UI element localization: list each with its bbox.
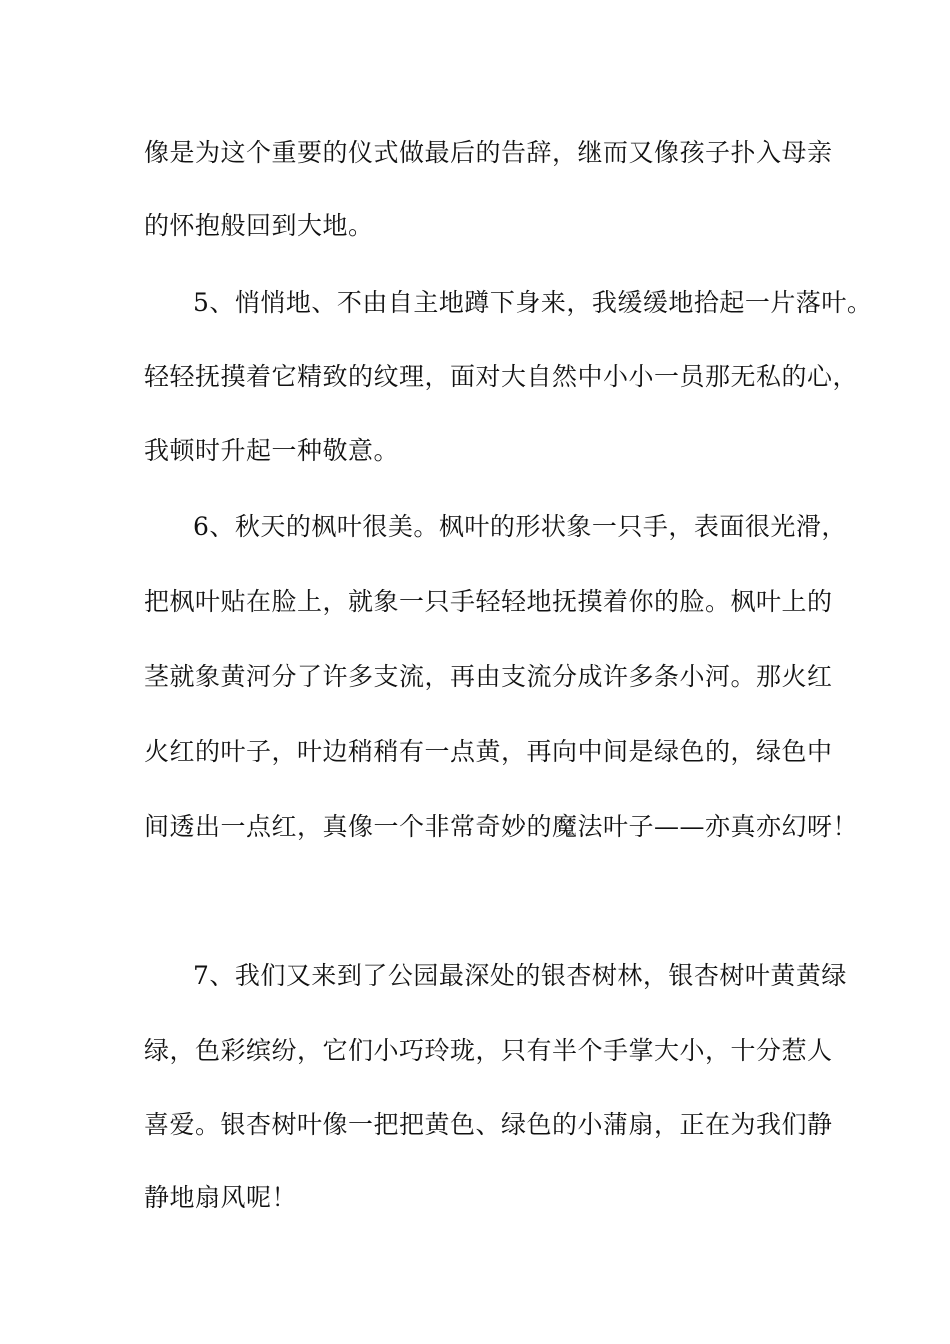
text-line: 喜爱。银杏树叶像一把把黄色、绿色的小蒲扇，正在为我们静 [144,1110,833,1139]
text-line: 把枫叶贴在脸上，就象一只手轻轻地抚摸着你的脸。枫叶上的 [144,587,833,616]
text-line: 绿，色彩缤纷，它们小巧玲珑，只有半个手掌大小，十分惹人 [144,1036,833,1065]
text-line: 的怀抱般回到大地。 [144,211,374,240]
text-line: 我顿时升起一种敬意。 [144,436,400,465]
text-line: 茎就象黄河分了许多支流，再由支流分成许多条小河。那火红 [144,662,833,691]
text-line: 火红的叶子，叶边稍稍有一点黄，再向中间是绿色的，绿色中 [144,737,833,766]
text-line: 像是为这个重要的仪式做最后的告辞，继而又像孩子扑入母亲 [144,138,833,167]
paragraph-5-start: 5、悄悄地、不由自主地蹲下身来，我缓缓地拾起一片落叶。 [193,288,873,317]
paragraph-7-start: 7、我们又来到了公园最深处的银杏树林，银杏树叶黄黄绿 [193,961,847,990]
text-line: 轻轻抚摸着它精致的纹理，面对大自然中小小一员那无私的心， [144,362,859,391]
text-line: 静地扇风呢！ [144,1183,298,1212]
text-line: 间透出一点红，真像一个非常奇妙的魔法叶子——亦真亦幻呀！ [144,812,859,841]
paragraph-6-start: 6、秋天的枫叶很美。枫叶的形状象一只手，表面很光滑， [193,512,847,541]
